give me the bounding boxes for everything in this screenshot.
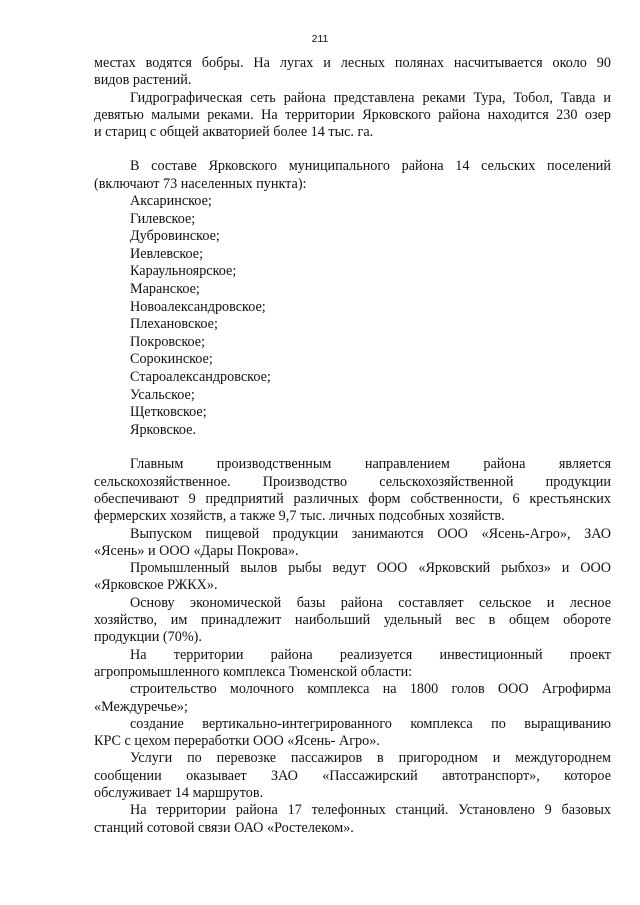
text-line: Промышленный вылов рыбы ведут ООО «Ярковский рыбхоз» и ООО bbox=[130, 560, 611, 577]
text-line: Выпуском пищевой продукции занимаются ООО «Ясень-Агро», ЗАО bbox=[130, 525, 611, 542]
text-line: станций сотовой связи ОАО «Ростелеком». bbox=[94, 819, 354, 836]
list-item: Плехановское; bbox=[130, 316, 218, 333]
list-item: Сорокинское; bbox=[130, 351, 213, 368]
text-line: сельскохозяйственное. Производство сельскохозяйственной продукции bbox=[94, 473, 611, 490]
list-item: Гилевское; bbox=[130, 210, 196, 227]
text-line: видов растений. bbox=[94, 72, 192, 89]
list-item: Староалександровское; bbox=[130, 369, 271, 386]
text-line: «Ясень» и ООО «Дары Покрова». bbox=[94, 542, 299, 559]
page-number: 211 bbox=[311, 33, 329, 45]
list-item: Маранское; bbox=[130, 281, 200, 298]
text-line: Главным производственным направлением района является bbox=[130, 456, 611, 473]
text-line: местах водятся бобры. На лугах и лесных полянах насчитывается около 90 bbox=[94, 55, 611, 71]
text-line: Гидрографическая сеть района представлена реками Тура, Тобол, Тавда и bbox=[130, 89, 611, 106]
text-line: Основу экономической базы района составляет сельское и лесное bbox=[130, 594, 611, 611]
text-line: агропромышленного комплекса Тюменской области: bbox=[94, 663, 413, 680]
text-line: хозяйство, им принадлежит наибольший удельный вес в общем обороте bbox=[94, 612, 611, 629]
text-line: и стариц с общей акваторией более 14 тыс. га. bbox=[94, 124, 374, 141]
text-line: строительство молочного комплекса на 1800 голов ООО Агрофирма bbox=[130, 681, 611, 698]
list-item: Усальское; bbox=[130, 386, 195, 403]
text-line: КРС с цехом переработки ООО «Ясень- Агро». bbox=[94, 733, 380, 750]
text-line: создание вертикально-интегрированного комплекса по выращиванию bbox=[130, 715, 611, 732]
text-line: На территории района 17 телефонных станций. Установлено 9 базовых bbox=[130, 802, 611, 819]
text-line: «Междуречье»; bbox=[94, 698, 188, 715]
list-item: Дубровинское; bbox=[130, 228, 220, 245]
list-item: Новоалександровское; bbox=[130, 298, 266, 315]
text-line: Услуги по перевозке пассажиров в пригородном и междугороднем bbox=[130, 750, 611, 767]
list-item: Щетковское; bbox=[130, 404, 207, 421]
list-item: Покровское; bbox=[130, 333, 206, 350]
text-line: обслуживает 14 маршрутов. bbox=[94, 785, 264, 802]
list-item: Ярковское. bbox=[130, 421, 197, 438]
text-line: продукции (70%). bbox=[94, 629, 202, 646]
text-line: фермерских хозяйств, а также 9,7 тыс. личных подсобных хозяйств. bbox=[94, 508, 505, 525]
list-item: Караульноярское; bbox=[130, 263, 237, 280]
body-text bbox=[94, 55, 611, 837]
text-line: девятью малыми реками. На территории Ярковского района находится 230 озер bbox=[94, 106, 611, 123]
settlements-list bbox=[94, 193, 611, 439]
text-line: На территории района реализуется инвестиционный проект bbox=[130, 646, 611, 663]
list-item: Иевлевское; bbox=[130, 245, 204, 262]
text-line: «Ярковское РЖКХ». bbox=[94, 577, 218, 594]
text-line: В составе Ярковского муниципального района 14 сельских поселений bbox=[130, 158, 611, 175]
paragraph-gap bbox=[94, 439, 611, 456]
paragraph-gap bbox=[94, 141, 611, 158]
text-line: (включают 73 населенных пункта): bbox=[94, 175, 307, 192]
list-item: Аксаринское; bbox=[130, 193, 212, 210]
text-line: обеспечивают 9 предприятий различных форм собственности, 6 крестьянских bbox=[94, 490, 611, 507]
text-line: сообщении оказывает ЗАО «Пассажирский автотранспорт», которое bbox=[94, 767, 611, 784]
